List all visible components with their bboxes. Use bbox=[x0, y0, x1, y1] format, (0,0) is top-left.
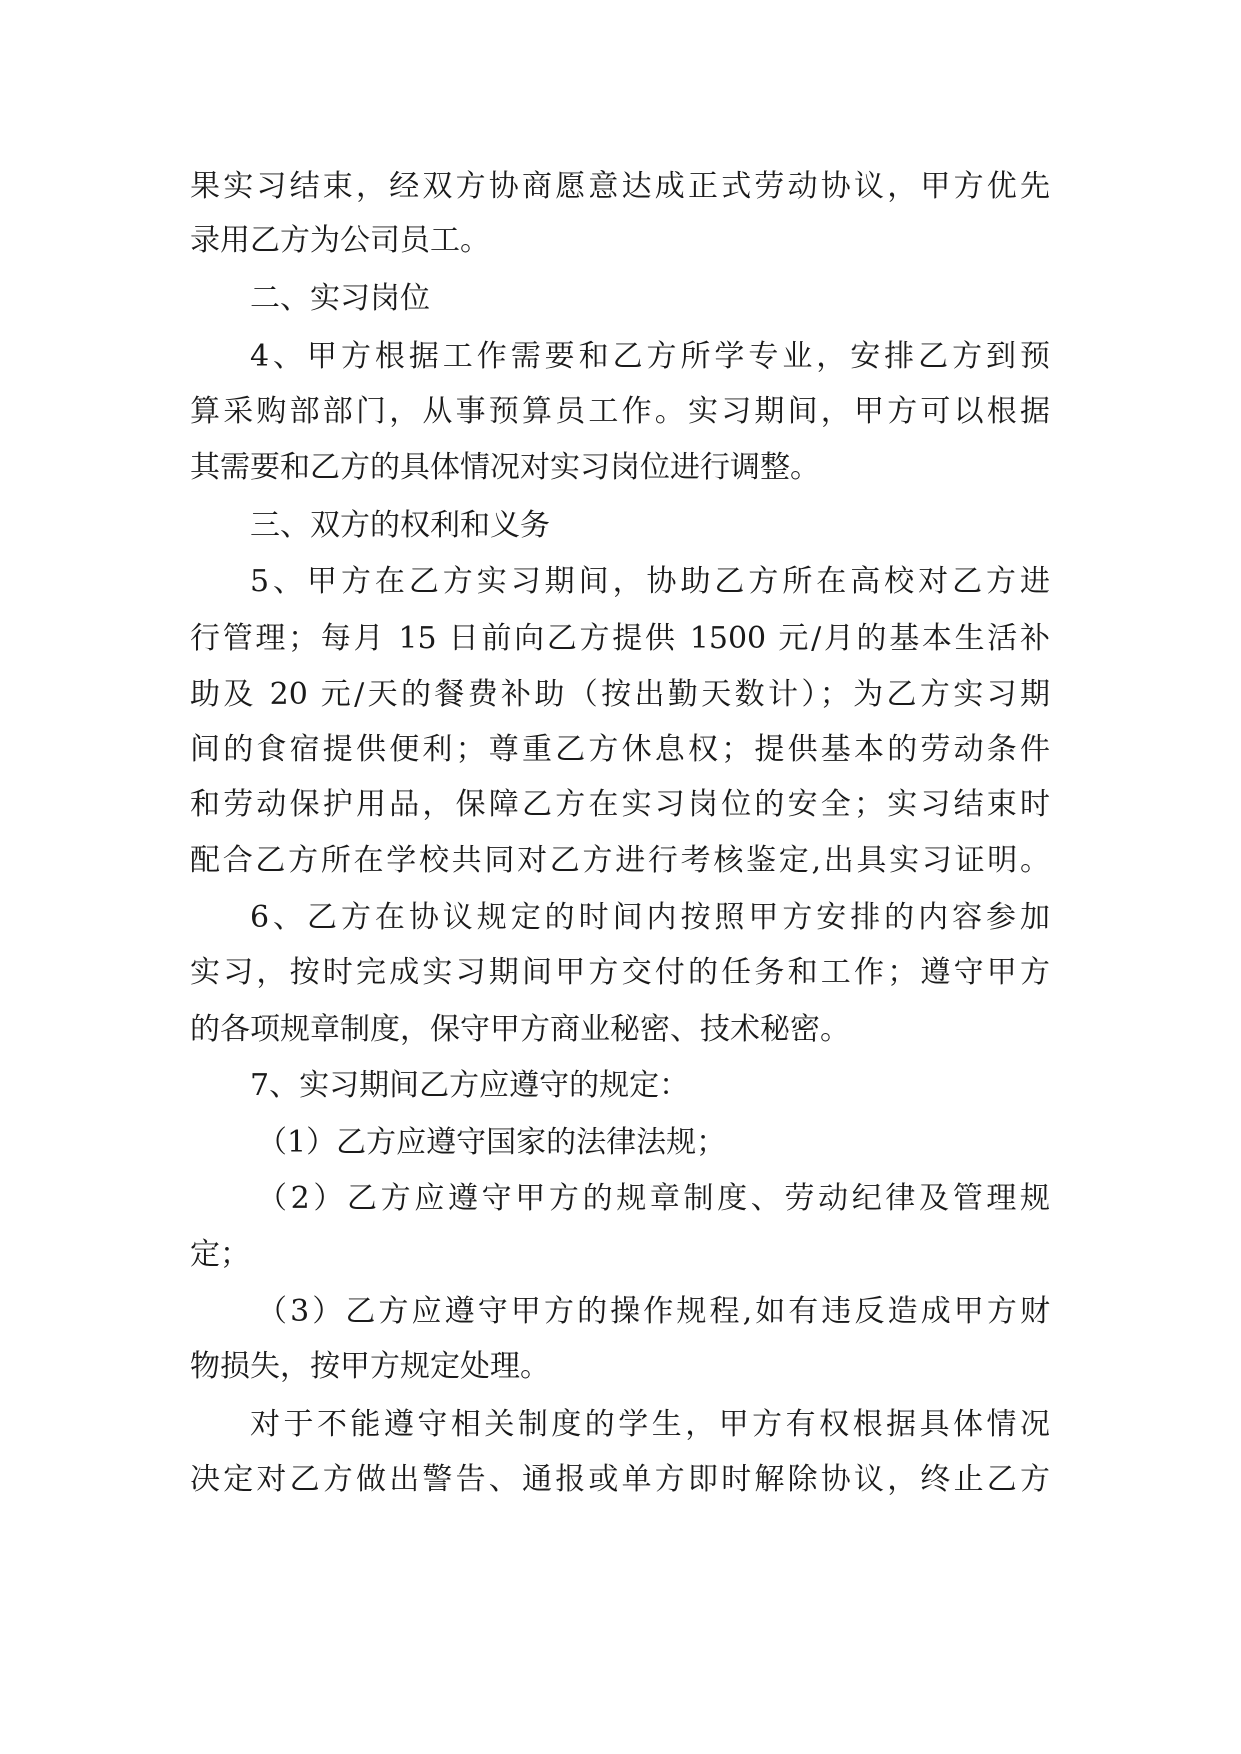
paragraph-line: 录用乙方为公司员工。 bbox=[190, 223, 490, 258]
paragraph-line: 配合乙方所在学校共同对乙方进行考核鉴定,出具实习证明。 bbox=[190, 843, 1050, 878]
paragraph-line: 定； bbox=[190, 1237, 250, 1272]
section-heading: 三、双方的权利和义务 bbox=[250, 508, 550, 543]
paragraph-line: 对于不能遵守相关制度的学生，甲方有权根据具体情况 bbox=[250, 1407, 1050, 1442]
list-item: （3）乙方应遵守甲方的操作规程,如有违反造成甲方财 bbox=[257, 1294, 1050, 1329]
paragraph-line: 物损失，按甲方规定处理。 bbox=[190, 1349, 550, 1384]
paragraph-line: 决定对乙方做出警告、通报或单方即时解除协议，终止乙方 bbox=[190, 1462, 1050, 1497]
paragraph-line: 的各项规章制度，保守甲方商业秘密、技术秘密。 bbox=[190, 1012, 850, 1047]
paragraph-line: 算采购部部门，从事预算员工作。实习期间，甲方可以根据 bbox=[190, 394, 1050, 429]
paragraph-line: 果实习结束，经双方协商愿意达成正式劳动协议，甲方优先 bbox=[190, 169, 1050, 204]
paragraph-line: 间的食宿提供便利；尊重乙方休息权；提供基本的劳动条件 bbox=[190, 732, 1050, 767]
paragraph-line: 和劳动保护用品，保障乙方在实习岗位的安全；实习结束时 bbox=[190, 787, 1050, 822]
list-item: （2）乙方应遵守甲方的规章制度、劳动纪律及管理规 bbox=[257, 1181, 1050, 1216]
paragraph-line: 其需要和乙方的具体情况对实习岗位进行调整。 bbox=[190, 450, 820, 485]
paragraph-line: 5、甲方在乙方实习期间，协助乙方所在高校对乙方进 bbox=[250, 564, 1050, 599]
list-item: （1）乙方应遵守国家的法律法规； bbox=[257, 1125, 727, 1160]
paragraph-line: 行管理；每月 15 日前向乙方提供 1500 元/月的基本生活补 bbox=[190, 621, 1050, 656]
paragraph-line: 4、甲方根据工作需要和乙方所学专业，安排乙方到预 bbox=[250, 339, 1050, 374]
paragraph-line: 助及 20 元/天的餐费补助（按出勤天数计）；为乙方实习期 bbox=[190, 677, 1050, 712]
paragraph-line: 6、乙方在协议规定的时间内按照甲方安排的内容参加 bbox=[250, 900, 1050, 935]
paragraph-line: 7、实习期间乙方应遵守的规定： bbox=[250, 1068, 690, 1103]
section-heading: 二、实习岗位 bbox=[250, 281, 430, 316]
paragraph-line: 实习，按时完成实习期间甲方交付的任务和工作；遵守甲方 bbox=[190, 955, 1050, 990]
